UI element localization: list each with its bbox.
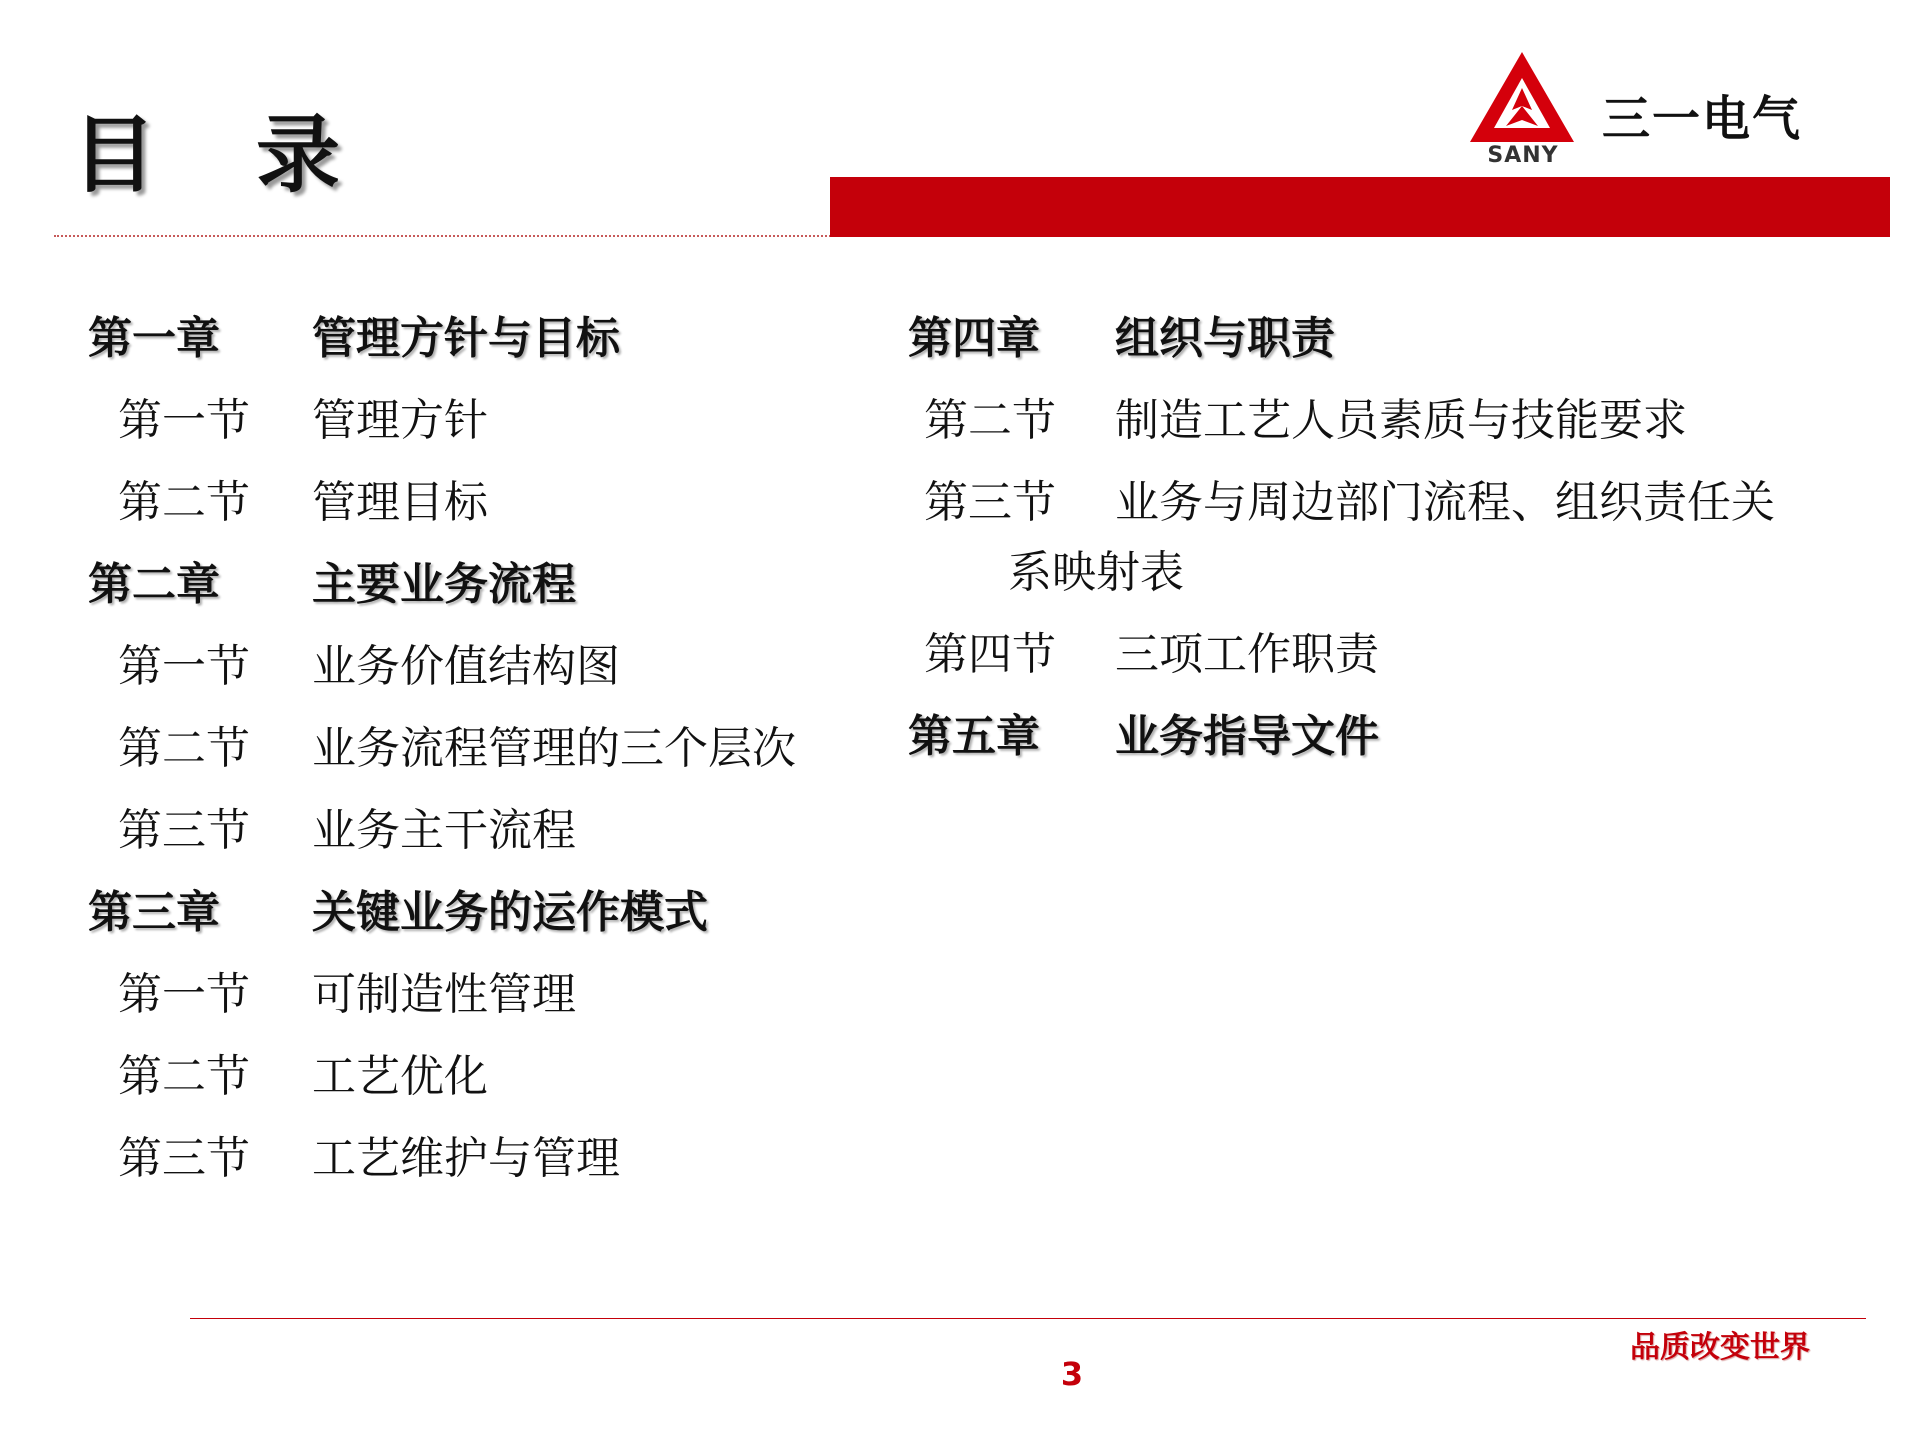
toc-title: 主要业务流程 [312,559,576,610]
toc-number: 第三节 [118,805,250,856]
toc-title: 业务流程管理的三个层次 [312,723,796,774]
toc-chapter[interactable] [908,302,1808,362]
toc-title: 业务价值结构图 [312,641,620,692]
title-char-1: 目 [72,106,157,204]
toc-title: 制造工艺人员素质与技能要求 [1115,395,1687,446]
toc-title: 管理方针与目标 [312,313,620,364]
page-number: 3 [1060,1355,1084,1393]
toc-number: 第二章 [88,559,220,610]
toc-title: 三项工作职责 [1115,629,1379,680]
page-title [72,100,340,210]
toc-title: 工艺维护与管理 [312,1133,620,1184]
toc-title: 可制造性管理 [312,969,576,1020]
toc-title: 业务与周边部门流程、组织责任关 [1115,477,1775,528]
toc-number: 第三节 [924,477,1056,528]
toc-number: 第二节 [118,723,250,774]
toc-number: 第四节 [924,629,1056,680]
toc-section[interactable] [118,1122,1018,1182]
toc-number: 第一章 [88,313,220,364]
toc-title: 业务主干流程 [312,805,576,856]
toc-number: 第五章 [908,711,1040,762]
toc-number: 第四章 [908,313,1040,364]
company-name: 三一电气 [1602,91,1803,147]
toc-title: 工艺优化 [312,1051,488,1102]
footer-slogan: 品质改变世界 [1630,1330,1810,1365]
toc-number: 第二节 [924,395,1056,446]
logo-wordmark: SANY [1487,143,1559,168]
toc-section[interactable] [924,384,1824,444]
toc-section[interactable] [118,384,1018,444]
toc-title: 组织与职责 [1115,313,1335,364]
toc-chapter[interactable] [908,700,1808,760]
toc-number: 第二节 [118,477,250,528]
toc-chapter[interactable] [88,548,988,608]
toc-section[interactable] [118,1040,1018,1100]
toc-section[interactable] [118,466,1018,526]
toc-title: 系映射表 [1008,547,1184,598]
toc-number: 第三节 [118,1133,250,1184]
toc-section[interactable] [1008,536,1908,596]
toc-section[interactable] [924,618,1824,678]
toc-chapter[interactable] [88,876,988,936]
toc-title: 管理方针 [312,395,488,446]
title-char-2: 录 [256,106,341,204]
toc-number: 第一节 [118,641,250,692]
toc-section[interactable] [924,466,1824,526]
footer-divider [190,1318,1866,1319]
toc-number: 第一节 [118,969,250,1020]
header-red-bar [830,177,1890,237]
toc-section[interactable] [118,958,1018,1018]
toc-section[interactable] [118,794,1018,854]
toc-title: 管理目标 [312,477,488,528]
toc-title: 业务指导文件 [1115,711,1379,762]
toc-section[interactable] [118,712,1018,772]
toc-number: 第三章 [88,887,220,938]
toc-section[interactable] [118,630,1018,690]
toc-chapter[interactable] [88,302,988,362]
toc-number: 第二节 [118,1051,250,1102]
toc-number: 第一节 [118,395,250,446]
toc-title: 关键业务的运作模式 [312,887,708,938]
